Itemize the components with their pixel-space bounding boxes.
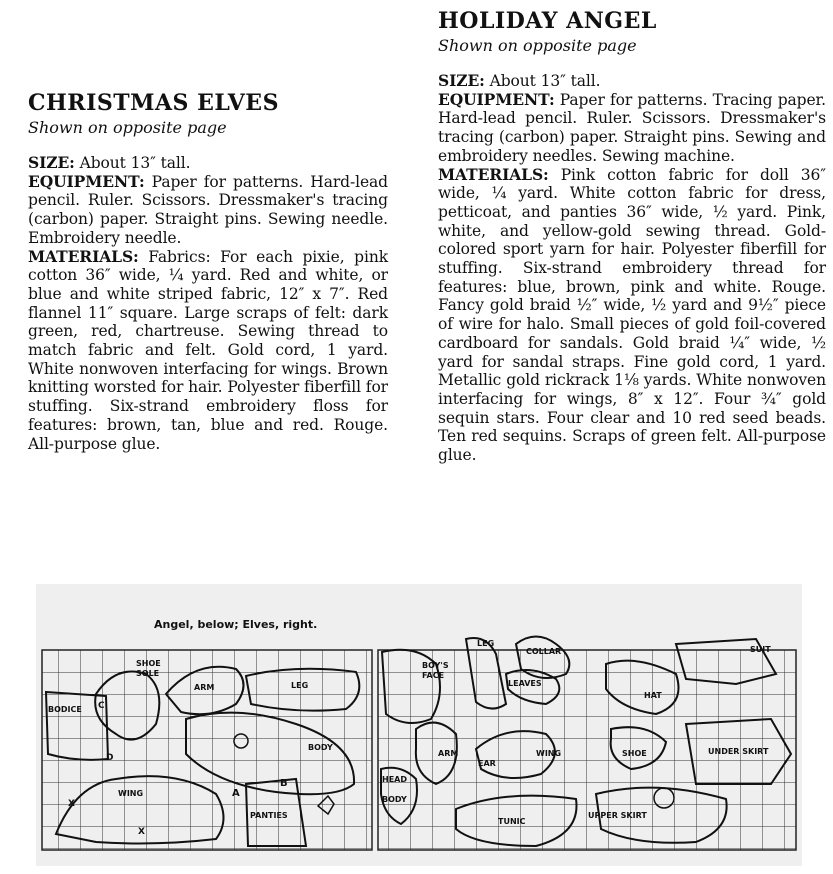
elves-pattern-grid	[378, 637, 796, 851]
elves-subtitle: Shown on opposite page	[28, 118, 227, 137]
elves-instructions	[28, 154, 388, 453]
figure-caption: Angel, below; Elves, right.	[154, 618, 318, 631]
label-angel-wing: WING	[118, 789, 144, 798]
elves-materials-label: MATERIALS:	[28, 246, 139, 266]
angel-size-label: SIZE:	[438, 71, 485, 90]
label-elves-under-skirt: UNDER SKIRT	[708, 747, 769, 756]
label-elves-suit: SUIT	[750, 645, 771, 654]
elves-title: CHRISTMAS ELVES	[28, 90, 279, 116]
label-elves-upper-skirt: UPPER SKIRT	[588, 811, 647, 820]
label-elves-tunic: TUNIC	[498, 817, 526, 826]
elves-size-text: About 13″ tall.	[74, 154, 191, 172]
label-elves-ear: EAR	[478, 759, 496, 768]
angel-equipment-label: EQUIPMENT:	[438, 89, 555, 109]
label-elves-body: BODY	[382, 795, 407, 804]
label-elves-face: FACE	[422, 671, 445, 680]
label-angel-body: BODY	[308, 743, 333, 752]
elves-materials-text: Fabrics: For each pixie, pink cotton 36″ wide, ¼ yard. Red and white, or blue and white striped fabric, 12″ x 7″. Red flannel 11″ square. Large scraps of felt: dark green, red, chartreuse. Sewing thread to match fabric and felt. Gold cord, 1 yard. White nonwoven interfacing for wings. Brown knitting worsted for hair. Polyester fiberfill for stuffing. Six-strand embroidery floss for features: brown, tan, blue and red. Rouge. All-purpose glue.	[28, 247, 388, 453]
label-elves-boys: BOY'S	[422, 661, 449, 670]
angel-materials-text: Pink cotton fabric for doll 36″ wide, ¼ yard. White cotton fabric for dress, petticoat, and panties 36″ wide, ½ yard. Pink, white, and yellow-gold sewing thread. Gold-colored sport yarn for hair. Polyester fiberfill for stuffing. Six-strand embroidery thread for features: blue, brown, pink and white. Rouge. Fancy gold braid ½″ wide, ½ yard and 9½″ piece of wire for halo. Small pieces of gold foil-covered cardboard for sandals. Gold braid ¼″ wide, ½ yard for sandal straps. Fine gold cord, 1 yard. Metallic gold rickrack 1⅛ yards. White nonwoven interfacing for wings, 8″ x 12″. Four ¾″ gold sequin stars. Four clear and 10 red seed beads. Ten red sequins. Scraps of green felt. All-purpose glue.	[438, 165, 826, 465]
label-angel-leg: LEG	[291, 681, 309, 690]
angel-equipment-text: Paper for patterns. Tracing paper. Hard-lead pencil. Ruler. Scissors. Dressmaker's tracing (carbon) paper. Straight pins. Sewing and embroidery needles. Sewing machine.	[438, 90, 826, 165]
label-angel-c: C	[98, 701, 105, 711]
angel-pattern-grid	[42, 650, 372, 850]
label-elves-arm: ARM	[438, 749, 459, 758]
label-angel-arm: ARM	[194, 683, 215, 692]
pattern-figure	[36, 584, 802, 866]
label-elves-hat: HAT	[644, 691, 662, 700]
label-angel-sole: SOLE	[136, 669, 160, 678]
angel-subtitle: Shown on opposite page	[438, 36, 637, 55]
label-angel-d: D	[106, 753, 114, 763]
pattern-grid-svg	[36, 584, 802, 866]
label-angel-x2: X	[138, 827, 145, 837]
label-elves-head: HEAD	[382, 775, 407, 784]
label-elves-leaves: LEAVES	[508, 679, 542, 688]
angel-instructions	[438, 72, 826, 465]
christmas-elves-column	[28, 90, 388, 453]
holiday-angel-column	[438, 8, 826, 465]
label-angel-shoe: SHOE	[136, 659, 161, 668]
label-angel-a: A	[232, 788, 240, 799]
label-elves-wing: WING	[536, 749, 562, 758]
label-angel-x1: X	[68, 799, 75, 809]
label-angel-panties: PANTIES	[250, 811, 288, 820]
angel-title: HOLIDAY ANGEL	[438, 8, 657, 34]
label-angel-b: B	[280, 778, 288, 789]
label-elves-shoe: SHOE	[622, 749, 647, 758]
elves-equipment-label: EQUIPMENT:	[28, 171, 145, 191]
label-elves-leg: LEG	[477, 639, 495, 648]
label-elves-collar: COLLAR	[526, 647, 562, 656]
angel-materials-label: MATERIALS:	[438, 164, 549, 184]
angel-size-text: About 13″ tall.	[484, 72, 601, 90]
elves-size-label: SIZE:	[28, 153, 75, 172]
elves-equipment-text: Paper for patterns. Hard-lead pencil. Ruler. Scissors. Dressmaker's tracing (carbon) paper. Straight pins. Sewing needle. Embroidery needle.	[28, 172, 388, 247]
label-angel-bodice: BODICE	[48, 705, 82, 714]
